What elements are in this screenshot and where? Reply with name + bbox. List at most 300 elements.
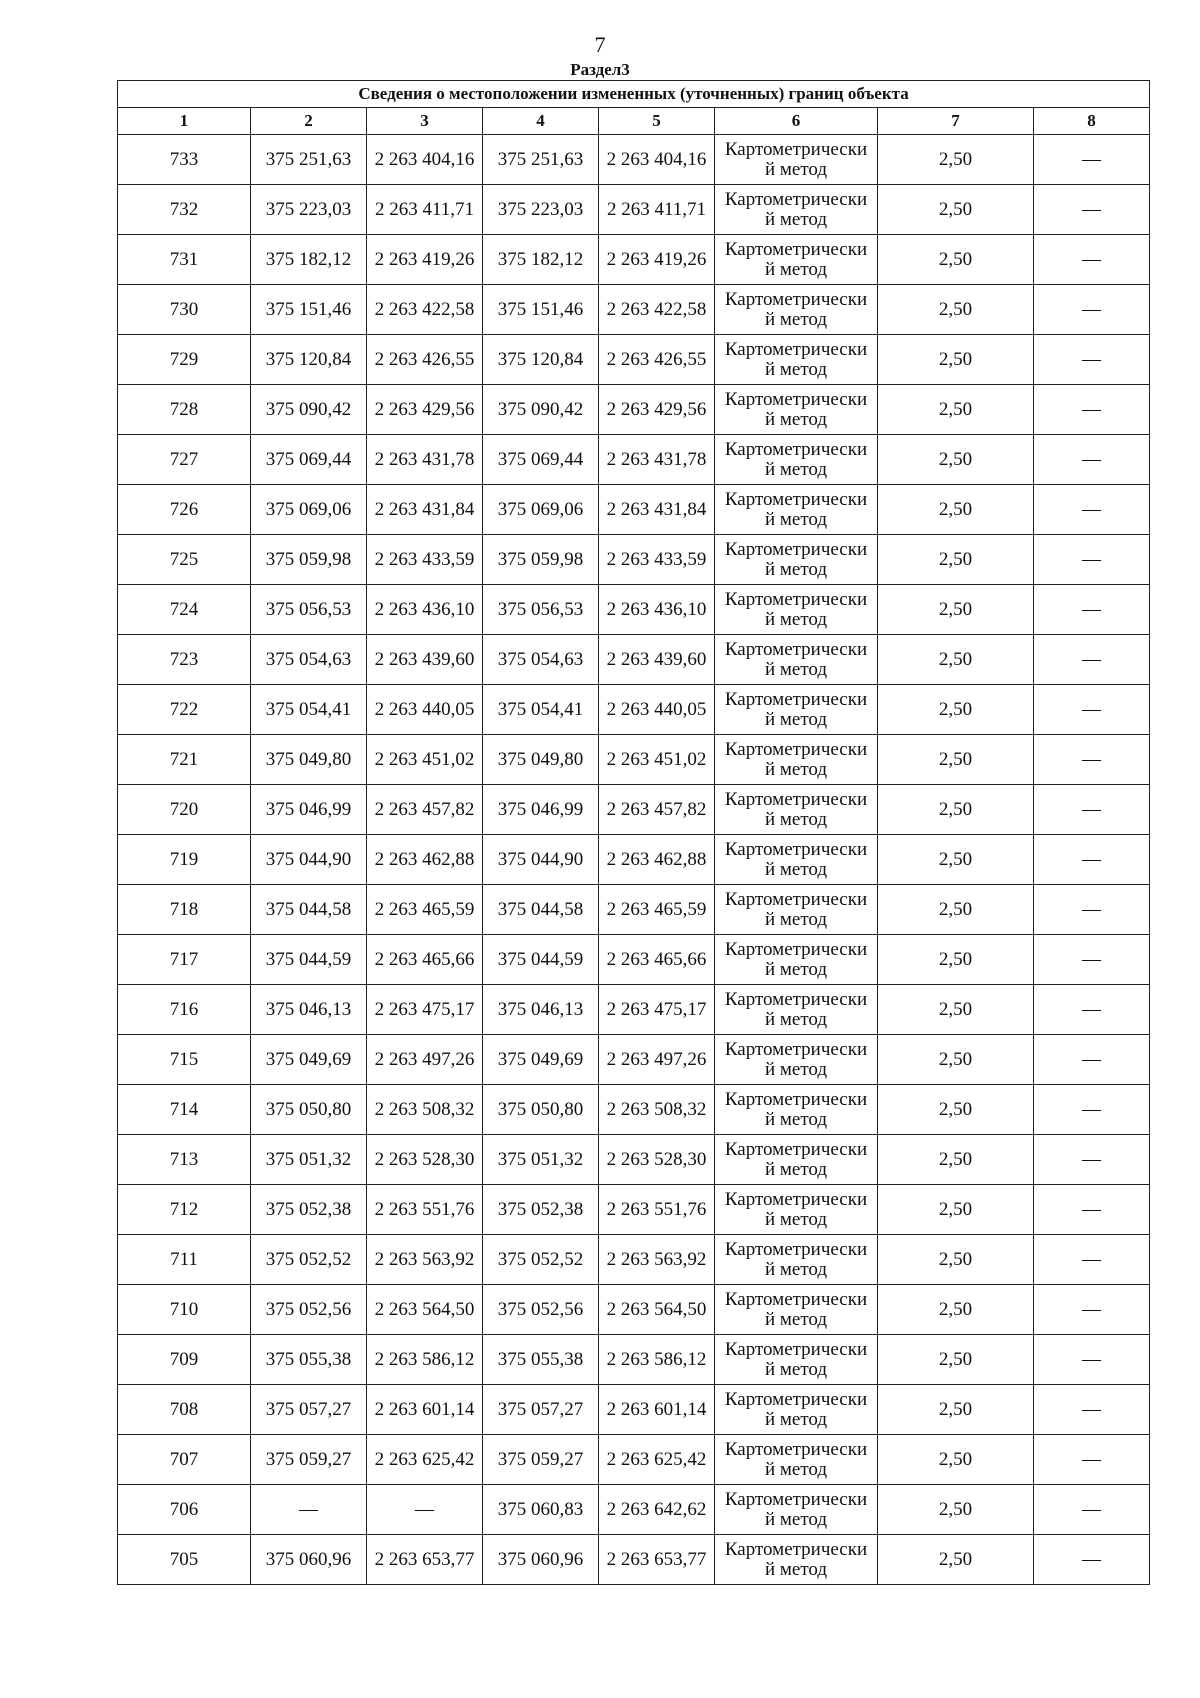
table-row: [118, 1335, 1150, 1385]
note-cell: —: [1034, 1035, 1150, 1085]
point-number-cell: 705: [118, 1535, 251, 1585]
table-row: [118, 635, 1150, 685]
method-line-2: й метод: [764, 158, 828, 180]
x-old-cell: 375 052,52: [251, 1235, 367, 1285]
method-cell: [715, 1135, 878, 1185]
y-old-cell: 2 263 465,66: [367, 935, 483, 985]
x-old-cell: 375 223,03: [251, 185, 367, 235]
table-row: [118, 1085, 1150, 1135]
y-old-cell: 2 263 551,76: [367, 1185, 483, 1235]
y-old-cell: 2 263 457,82: [367, 785, 483, 835]
column-number-row: [118, 108, 1150, 135]
accuracy-cell: 2,50: [878, 1535, 1034, 1585]
x-old-cell: 375 049,80: [251, 735, 367, 785]
x-new-cell: 375 182,12: [483, 235, 599, 285]
y-new-cell: 2 263 564,50: [599, 1285, 715, 1335]
method-line-1: Картометрически: [724, 838, 868, 860]
table-row: [118, 935, 1150, 985]
table-row: [118, 1485, 1150, 1535]
note-cell: —: [1034, 1385, 1150, 1435]
method-line-1: Картометрически: [724, 738, 868, 760]
y-new-cell: 2 263 419,26: [599, 235, 715, 285]
x-new-cell: 375 054,41: [483, 685, 599, 735]
table-row: [118, 435, 1150, 485]
y-old-cell: 2 263 404,16: [367, 135, 483, 185]
method-line-2: й метод: [764, 1208, 828, 1230]
x-old-cell: 375 060,96: [251, 1535, 367, 1585]
x-new-cell: 375 046,13: [483, 985, 599, 1035]
x-new-cell: 375 060,83: [483, 1485, 599, 1535]
y-new-cell: 2 263 404,16: [599, 135, 715, 185]
y-new-cell: 2 263 451,02: [599, 735, 715, 785]
x-old-cell: 375 051,32: [251, 1135, 367, 1185]
method-line-1: Картометрически: [724, 438, 868, 460]
table-row: [118, 1235, 1150, 1285]
method-line-2: й метод: [764, 1558, 828, 1580]
point-number-cell: 731: [118, 235, 251, 285]
accuracy-cell: 2,50: [878, 385, 1034, 435]
method-cell: [715, 1085, 878, 1135]
x-old-cell: 375 046,13: [251, 985, 367, 1035]
accuracy-cell: 2,50: [878, 435, 1034, 485]
method-line-2: й метод: [764, 208, 828, 230]
accuracy-cell: 2,50: [878, 1135, 1034, 1185]
method-line-1: Картометрически: [724, 988, 868, 1010]
x-new-cell: 375 059,27: [483, 1435, 599, 1485]
point-number-cell: 722: [118, 685, 251, 735]
accuracy-cell: 2,50: [878, 1235, 1034, 1285]
accuracy-cell: 2,50: [878, 1385, 1034, 1435]
table-row: [118, 335, 1150, 385]
y-old-cell: 2 263 426,55: [367, 335, 483, 385]
method-cell: [715, 785, 878, 835]
table-row: [118, 885, 1150, 935]
note-cell: —: [1034, 235, 1150, 285]
point-number-cell: 730: [118, 285, 251, 335]
note-cell: —: [1034, 285, 1150, 335]
x-new-cell: 375 051,32: [483, 1135, 599, 1185]
note-cell: —: [1034, 735, 1150, 785]
x-old-cell: 375 055,38: [251, 1335, 367, 1385]
method-cell: [715, 1285, 878, 1335]
point-number-cell: 714: [118, 1085, 251, 1135]
method-line-2: й метод: [764, 1308, 828, 1330]
table-row: [118, 735, 1150, 785]
x-new-cell: 375 069,06: [483, 485, 599, 535]
accuracy-cell: 2,50: [878, 885, 1034, 935]
x-new-cell: 375 052,38: [483, 1185, 599, 1235]
note-cell: —: [1034, 985, 1150, 1035]
method-line-1: Картометрически: [724, 188, 868, 210]
y-new-cell: 2 263 601,14: [599, 1385, 715, 1435]
x-new-cell: 375 056,53: [483, 585, 599, 635]
method-line-2: й метод: [764, 1458, 828, 1480]
accuracy-cell: 2,50: [878, 1185, 1034, 1235]
y-old-cell: 2 263 465,59: [367, 885, 483, 935]
accuracy-cell: 2,50: [878, 135, 1034, 185]
y-old-cell: 2 263 564,50: [367, 1285, 483, 1335]
x-old-cell: 375 090,42: [251, 385, 367, 435]
method-cell: [715, 185, 878, 235]
note-cell: —: [1034, 1185, 1150, 1235]
x-new-cell: 375 049,80: [483, 735, 599, 785]
table-row: [118, 985, 1150, 1035]
method-line-1: Картометрически: [724, 288, 868, 310]
y-old-cell: 2 263 528,30: [367, 1135, 483, 1185]
y-old-cell: 2 263 475,17: [367, 985, 483, 1035]
accuracy-cell: 2,50: [878, 235, 1034, 285]
column-number: 6: [715, 108, 878, 135]
note-cell: —: [1034, 1485, 1150, 1535]
method-cell: [715, 1485, 878, 1535]
method-line-1: Картометрически: [724, 388, 868, 410]
accuracy-cell: 2,50: [878, 685, 1034, 735]
x-old-cell: 375 069,06: [251, 485, 367, 535]
y-old-cell: 2 263 411,71: [367, 185, 483, 235]
point-number-cell: 708: [118, 1385, 251, 1435]
table-row: [118, 1185, 1150, 1235]
method-line-1: Картометрически: [724, 1238, 868, 1260]
x-new-cell: 375 052,56: [483, 1285, 599, 1335]
point-number-cell: 725: [118, 535, 251, 585]
accuracy-cell: 2,50: [878, 1085, 1034, 1135]
x-old-cell: 375 251,63: [251, 135, 367, 185]
column-number: 1: [118, 108, 251, 135]
method-line-2: й метод: [764, 308, 828, 330]
note-cell: —: [1034, 835, 1150, 885]
note-cell: —: [1034, 1435, 1150, 1485]
x-new-cell: 375 054,63: [483, 635, 599, 685]
note-cell: —: [1034, 1085, 1150, 1135]
x-old-cell: 375 044,58: [251, 885, 367, 935]
method-cell: [715, 1185, 878, 1235]
method-line-1: Картометрически: [724, 1488, 868, 1510]
point-number-cell: 717: [118, 935, 251, 985]
table-body: [118, 135, 1150, 1585]
table-row: [118, 385, 1150, 435]
table-row: [118, 1285, 1150, 1335]
y-old-cell: 2 263 431,78: [367, 435, 483, 485]
x-new-cell: 375 044,59: [483, 935, 599, 985]
x-new-cell: 375 090,42: [483, 385, 599, 435]
y-old-cell: 2 263 497,26: [367, 1035, 483, 1085]
method-cell: [715, 835, 878, 885]
method-cell: [715, 585, 878, 635]
y-new-cell: 2 263 465,66: [599, 935, 715, 985]
y-old-cell: 2 263 440,05: [367, 685, 483, 735]
table-row: [118, 235, 1150, 285]
column-number: 2: [251, 108, 367, 135]
point-number-cell: 716: [118, 985, 251, 1035]
method-line-2: й метод: [764, 1508, 828, 1530]
point-number-cell: 720: [118, 785, 251, 835]
method-line-1: Картометрически: [724, 1538, 868, 1560]
note-cell: —: [1034, 1135, 1150, 1185]
method-cell: [715, 635, 878, 685]
y-new-cell: 2 263 551,76: [599, 1185, 715, 1235]
y-old-cell: 2 263 451,02: [367, 735, 483, 785]
table-row: [118, 285, 1150, 335]
y-new-cell: 2 263 457,82: [599, 785, 715, 835]
note-cell: —: [1034, 685, 1150, 735]
page-number: 7: [594, 32, 606, 57]
x-new-cell: 375 120,84: [483, 335, 599, 385]
point-number-cell: 727: [118, 435, 251, 485]
accuracy-cell: 2,50: [878, 1035, 1034, 1085]
y-new-cell: 2 263 586,12: [599, 1335, 715, 1385]
accuracy-cell: 2,50: [878, 535, 1034, 585]
x-old-cell: 375 069,44: [251, 435, 367, 485]
x-old-cell: 375 059,27: [251, 1435, 367, 1485]
table-row: [118, 1385, 1150, 1435]
method-cell: [715, 385, 878, 435]
method-line-2: й метод: [764, 508, 828, 530]
y-new-cell: 2 263 429,56: [599, 385, 715, 435]
method-line-1: Картометрически: [724, 938, 868, 960]
x-new-cell: 375 044,58: [483, 885, 599, 935]
method-cell: [715, 735, 878, 785]
note-cell: —: [1034, 1535, 1150, 1585]
section-title: Раздел3: [570, 60, 630, 79]
method-line-1: Картометрически: [724, 1338, 868, 1360]
accuracy-cell: 2,50: [878, 1285, 1034, 1335]
column-number: 4: [483, 108, 599, 135]
method-line-1: Картометрически: [724, 1088, 868, 1110]
x-new-cell: 375 060,96: [483, 1535, 599, 1585]
method-line-1: Картометрически: [724, 1438, 868, 1460]
method-line-2: й метод: [764, 1358, 828, 1380]
accuracy-cell: 2,50: [878, 985, 1034, 1035]
accuracy-cell: 2,50: [878, 185, 1034, 235]
table-row: [118, 685, 1150, 735]
method-line-2: й метод: [764, 808, 828, 830]
note-cell: —: [1034, 885, 1150, 935]
method-line-2: й метод: [764, 1158, 828, 1180]
point-number-cell: 718: [118, 885, 251, 935]
method-line-2: й метод: [764, 1108, 828, 1130]
x-old-cell: 375 151,46: [251, 285, 367, 335]
x-old-cell: 375 054,63: [251, 635, 367, 685]
method-line-2: й метод: [764, 908, 828, 930]
note-cell: —: [1034, 1335, 1150, 1385]
x-new-cell: 375 223,03: [483, 185, 599, 235]
note-cell: —: [1034, 785, 1150, 835]
x-old-cell: 375 120,84: [251, 335, 367, 385]
method-line-2: й метод: [764, 358, 828, 380]
accuracy-cell: 2,50: [878, 785, 1034, 835]
note-cell: —: [1034, 635, 1150, 685]
point-number-cell: 721: [118, 735, 251, 785]
method-line-2: й метод: [764, 1008, 828, 1030]
method-line-1: Картометрически: [724, 1288, 868, 1310]
x-new-cell: 375 055,38: [483, 1335, 599, 1385]
y-new-cell: 2 263 436,10: [599, 585, 715, 635]
y-old-cell: 2 263 429,56: [367, 385, 483, 435]
y-new-cell: 2 263 625,42: [599, 1435, 715, 1485]
accuracy-cell: 2,50: [878, 735, 1034, 785]
y-new-cell: 2 263 462,88: [599, 835, 715, 885]
point-number-cell: 726: [118, 485, 251, 535]
note-cell: —: [1034, 435, 1150, 485]
table-row: [118, 1135, 1150, 1185]
x-new-cell: 375 057,27: [483, 1385, 599, 1435]
method-line-1: Картометрически: [724, 888, 868, 910]
x-old-cell: 375 057,27: [251, 1385, 367, 1435]
column-number: 3: [367, 108, 483, 135]
table-row: [118, 1535, 1150, 1585]
accuracy-cell: 2,50: [878, 1485, 1034, 1535]
y-new-cell: 2 263 433,59: [599, 535, 715, 585]
x-old-cell: 375 046,99: [251, 785, 367, 835]
table-row: [118, 485, 1150, 535]
x-new-cell: 375 151,46: [483, 285, 599, 335]
accuracy-cell: 2,50: [878, 485, 1034, 535]
y-new-cell: 2 263 642,62: [599, 1485, 715, 1535]
method-cell: [715, 1385, 878, 1435]
method-line-1: Картометрически: [724, 538, 868, 560]
table-row: [118, 1035, 1150, 1085]
point-number-cell: 733: [118, 135, 251, 185]
method-cell: [715, 885, 878, 935]
y-new-cell: 2 263 439,60: [599, 635, 715, 685]
method-line-2: й метод: [764, 458, 828, 480]
y-new-cell: 2 263 497,26: [599, 1035, 715, 1085]
accuracy-cell: 2,50: [878, 1335, 1034, 1385]
x-old-cell: 375 052,38: [251, 1185, 367, 1235]
note-cell: —: [1034, 1285, 1150, 1335]
coordinates-table: [117, 80, 1150, 1585]
x-new-cell: 375 069,44: [483, 435, 599, 485]
method-line-1: Картометрически: [724, 1038, 868, 1060]
accuracy-cell: 2,50: [878, 1435, 1034, 1485]
method-cell: [715, 935, 878, 985]
y-old-cell: 2 263 508,32: [367, 1085, 483, 1135]
x-new-cell: 375 044,90: [483, 835, 599, 885]
x-old-cell: 375 050,80: [251, 1085, 367, 1135]
column-number: 8: [1034, 108, 1150, 135]
point-number-cell: 706: [118, 1485, 251, 1535]
point-number-cell: 711: [118, 1235, 251, 1285]
method-line-2: й метод: [764, 1058, 828, 1080]
method-line-2: й метод: [764, 858, 828, 880]
y-new-cell: 2 263 475,17: [599, 985, 715, 1035]
point-number-cell: 719: [118, 835, 251, 885]
y-new-cell: 2 263 508,32: [599, 1085, 715, 1135]
method-line-2: й метод: [764, 558, 828, 580]
table-row: [118, 185, 1150, 235]
method-cell: [715, 485, 878, 535]
y-new-cell: 2 263 528,30: [599, 1135, 715, 1185]
note-cell: —: [1034, 135, 1150, 185]
point-number-cell: 707: [118, 1435, 251, 1485]
accuracy-cell: 2,50: [878, 585, 1034, 635]
x-old-cell: —: [251, 1485, 367, 1535]
method-cell: [715, 685, 878, 735]
y-old-cell: 2 263 601,14: [367, 1385, 483, 1435]
note-cell: —: [1034, 585, 1150, 635]
note-cell: —: [1034, 185, 1150, 235]
point-number-cell: 732: [118, 185, 251, 235]
method-line-1: Картометрически: [724, 1138, 868, 1160]
method-line-1: Картометрически: [724, 488, 868, 510]
note-cell: —: [1034, 385, 1150, 435]
column-number: 7: [878, 108, 1034, 135]
y-old-cell: —: [367, 1485, 483, 1535]
note-cell: —: [1034, 535, 1150, 585]
method-line-1: Картометрически: [724, 238, 868, 260]
table-row: [118, 1435, 1150, 1485]
point-number-cell: 715: [118, 1035, 251, 1085]
y-new-cell: 2 263 431,78: [599, 435, 715, 485]
note-cell: —: [1034, 1235, 1150, 1285]
accuracy-cell: 2,50: [878, 935, 1034, 985]
point-number-cell: 709: [118, 1335, 251, 1385]
method-line-2: й метод: [764, 708, 828, 730]
y-old-cell: 2 263 439,60: [367, 635, 483, 685]
table-row: [118, 835, 1150, 885]
note-cell: —: [1034, 335, 1150, 385]
method-cell: [715, 1435, 878, 1485]
y-new-cell: 2 263 465,59: [599, 885, 715, 935]
method-line-2: й метод: [764, 608, 828, 630]
method-line-2: й метод: [764, 1408, 828, 1430]
accuracy-cell: 2,50: [878, 335, 1034, 385]
method-line-2: й метод: [764, 258, 828, 280]
y-old-cell: 2 263 422,58: [367, 285, 483, 335]
method-cell: [715, 335, 878, 385]
method-cell: [715, 1535, 878, 1585]
point-number-cell: 728: [118, 385, 251, 435]
method-cell: [715, 285, 878, 335]
note-cell: —: [1034, 485, 1150, 535]
x-new-cell: 375 052,52: [483, 1235, 599, 1285]
table-row: [118, 785, 1150, 835]
y-old-cell: 2 263 563,92: [367, 1235, 483, 1285]
point-number-cell: 712: [118, 1185, 251, 1235]
table-row: [118, 535, 1150, 585]
method-line-1: Картометрически: [724, 688, 868, 710]
y-old-cell: 2 263 625,42: [367, 1435, 483, 1485]
point-number-cell: 729: [118, 335, 251, 385]
x-new-cell: 375 050,80: [483, 1085, 599, 1135]
y-old-cell: 2 263 462,88: [367, 835, 483, 885]
x-old-cell: 375 044,59: [251, 935, 367, 985]
method-line-2: й метод: [764, 1258, 828, 1280]
y-old-cell: 2 263 431,84: [367, 485, 483, 535]
x-old-cell: 375 044,90: [251, 835, 367, 885]
note-cell: —: [1034, 935, 1150, 985]
y-new-cell: 2 263 422,58: [599, 285, 715, 335]
y-new-cell: 2 263 653,77: [599, 1535, 715, 1585]
y-old-cell: 2 263 433,59: [367, 535, 483, 585]
y-new-cell: 2 263 411,71: [599, 185, 715, 235]
y-old-cell: 2 263 653,77: [367, 1535, 483, 1585]
x-old-cell: 375 056,53: [251, 585, 367, 635]
y-new-cell: 2 263 431,84: [599, 485, 715, 535]
method-line-1: Картометрически: [724, 588, 868, 610]
accuracy-cell: 2,50: [878, 635, 1034, 685]
accuracy-cell: 2,50: [878, 835, 1034, 885]
column-number: 5: [599, 108, 715, 135]
x-new-cell: 375 059,98: [483, 535, 599, 585]
method-cell: [715, 435, 878, 485]
method-line-1: Картометрически: [724, 638, 868, 660]
method-cell: [715, 535, 878, 585]
method-cell: [715, 1235, 878, 1285]
method-line-2: й метод: [764, 658, 828, 680]
y-old-cell: 2 263 419,26: [367, 235, 483, 285]
method-line-2: й метод: [764, 958, 828, 980]
